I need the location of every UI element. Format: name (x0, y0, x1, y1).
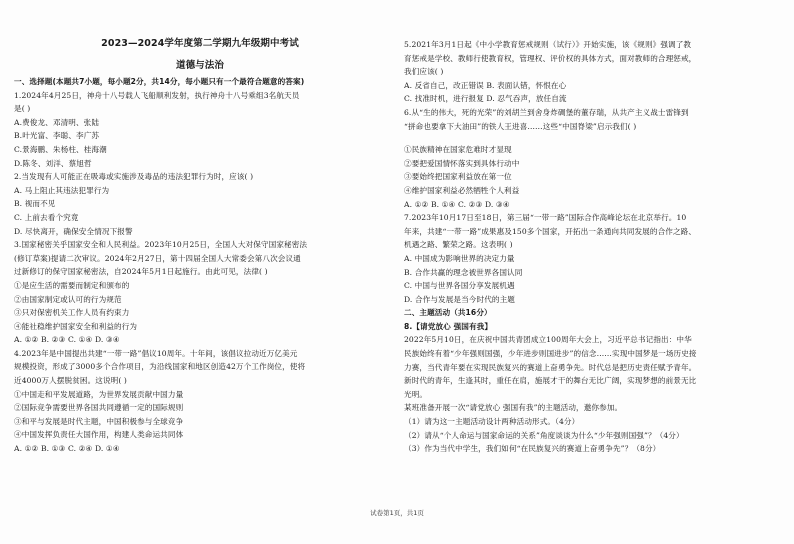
right-line-13: 7.2023年10月17日至18日，第三届“一带一路”国际合作高峰论坛在北京举行。10 (404, 213, 687, 223)
left-line-8: A. 马上阻止其违法犯罪行为 (14, 185, 110, 195)
right-line-25: 新时代的青年，生逢其时，重任在肩，施展才干的舞台无比广阔，实现梦想的前景无比 (404, 376, 697, 386)
left-line-4: B.叶光富、李聪、李广苏 (14, 131, 100, 141)
right-line-6: “拼命也要拿下大油田”的铁人王进喜……这些“中国脊梁”启示我们( ) (404, 121, 637, 131)
left-line-3: A.费俊龙、邓清明、张陆 (14, 117, 100, 127)
left-column (14, 36, 386, 456)
left-line-11: D. 尽快离开，确保安全情况下报警 (14, 226, 133, 236)
right-line-19: D. 合作与发展是当今时代的主题 (404, 294, 515, 304)
right-line-29: （2）请从“个人命运与国家命运的关系”角度谈谈为什么“少年强则国强”？（4分） (404, 430, 684, 440)
left-line-27: A. ①② B. ①③ C. ②④ D. ①④ (14, 444, 120, 454)
right-line-11: ④维护国家利益必然牺牲个人利益 (404, 185, 520, 195)
right-line-0: 5.2021年3月1日起《中小学教育惩戒规则（试行）》开始实施，该《规则》强调了教 (404, 40, 692, 49)
left-line-13: (修订草案)提请二次审议。2024年2月27日，第十四届全国人大常委会第八次会议通 (14, 253, 301, 263)
left-line-5: C.景海鹏、朱杨柱、桂海潮 (14, 144, 107, 154)
right-line-9: ②要把爱国情怀落实到具体行动中 (404, 158, 520, 168)
left-line-6: D.陈冬、刘洋、蔡旭哲 (14, 158, 92, 168)
left-line-22: 近4000万人摆脱贫困。这说明( ) (14, 376, 127, 386)
exam-title: 2023—2024学年度第二学期九年级期中考试 (101, 38, 299, 49)
left-line-21: 规模投资，形成了3000多个合作项目，为沿线国家和地区创造42万个工作岗位，使将 (14, 362, 306, 372)
right-line-16: A. 中国成为影响世界的决定力量 (404, 253, 515, 263)
right-line-17: B. 合作共赢的理念被世界各国认同 (404, 267, 523, 277)
left-line-14: 过新修订的保守国家秘密法，自2024年5月1日起施行。由此可见，法律( ) (14, 267, 268, 277)
right-line-5: 6.从“生的伟大，死的光荣”的刘胡兰到舍身炸碉堡的董存瑞，从共产主义战士雷锋到 (404, 107, 689, 117)
right-line-1: 育惩戒是学校、教师行使教育权，管理权、评价权的具体方式，面对教师的合理惩戒， (404, 53, 697, 63)
left-line-15: ①是应生活的需要而制定和颁布的 (14, 280, 130, 290)
right-column (404, 38, 782, 456)
left-line-0: 一、选择题(本题共7小题，每小题2分，共14分，每小题只有一个最符合题意的答案) (14, 77, 305, 86)
left-line-2: 是( ) (14, 104, 31, 114)
left-line-23: ①中国走和平发展道路，为世界发展贡献中国力量 (14, 389, 184, 399)
right-line-4: C. 找准时机，进行报复 D. 忍气吞声，放任自流 (404, 94, 567, 104)
left-line-20: 4.2023年是中国提出共建“一带一路”倡议10周年。十年间，该倡议拉动近万亿美元 (14, 348, 298, 358)
right-line-10: ③要始终把国家利益放在第一位 (404, 172, 512, 182)
right-line-15: 机遇之路、繁荣之路。这表明( ) (404, 240, 513, 250)
left-line-10: C. 上前去看个究竟 (14, 212, 79, 222)
left-line-17: ③只对保密机关工作人员有约束力 (14, 308, 130, 318)
right-line-28: （1）请为这一主题活动设计两种活动形式。（4分） (404, 417, 580, 427)
right-line-7 (404, 133, 782, 143)
left-line-26: ④中国发挥负责任大国作用，构建人类命运共同体 (14, 430, 184, 440)
left-line-16: ②由国家制定或认可的行为规范 (14, 294, 122, 304)
left-line-25: ③和平与发展是时代主题，中国积极参与全球竞争 (14, 416, 184, 426)
right-line-20: 二、主题活动（共16分） (404, 308, 492, 318)
left-line-7: 2.当发现有人可能正在吸毒或实施涉及毒品的违法犯罪行为时，应该( ) (14, 172, 254, 182)
right-line-8: ①民族精神在国家危难时才显现 (404, 145, 512, 155)
right-line-2: 我们应该( ) (404, 67, 444, 77)
right-line-23: 民族始终有着“少年强则国强，少年进步则国进步”的信念……实现中国梦是一场历史接 (404, 349, 697, 359)
left-line-9: B. 视而不见 (14, 199, 56, 209)
right-line-21: 8.【请党放心 强国有我】 (404, 321, 493, 331)
page-footer: 试卷第1页，共1页 (370, 509, 424, 517)
right-line-3: A. 反省自己，改正错误 B. 表面认错，怀恨在心 (404, 80, 567, 90)
right-line-18: C. 中国与世界各国分享发展机遇 (404, 281, 515, 291)
exam-subject: 道德与法治 (175, 60, 224, 71)
right-line-22: 2022年5月10日，在庆祝中国共青团成立100周年大会上，习近平总书记指出：中华 (404, 335, 692, 345)
right-line-12: A. ①② B. ①④ C. ②③ D. ③④ (404, 199, 510, 209)
right-line-26: 光明。 (404, 389, 428, 399)
left-line-18: ④能社稳维护国家安全和利益的行为 (14, 321, 138, 331)
right-question-list (404, 38, 782, 456)
left-line-24: ②国际竞争需要世界各国共同遵循一定的国际规则 (14, 403, 184, 413)
right-line-24: 力赛，当代青年要在实现民族复兴的赛道上奋勇争先。时代总是把历史责任赋予青年。 (404, 362, 697, 372)
left-line-12: 3.国家秘密关乎国家安全和人民利益。2023年10月25日，全国人大对保守国家秘密法 (14, 240, 308, 250)
right-line-14: 年来，共建“一带一路”成果惠及150多个国家，开拓出一条通向共同发展的合作之路、 (404, 226, 697, 236)
left-line-19: A. ①② B. ②③ C. ①④ D. ③④ (14, 335, 120, 345)
left-question-list (14, 75, 386, 456)
right-line-30: （3）作为当代中学生，我们如何“在民族复兴的赛道上奋勇争先”？（8分） (404, 444, 661, 454)
right-line-27: 某班准备开展一次“请党放心 强国有我”的主题活动，邀你参加。 (404, 403, 623, 413)
left-line-1: 1.2024年4月25日，神舟十八号载人飞船顺利发射，执行神舟十八号乘组3名航天员 (14, 90, 300, 100)
